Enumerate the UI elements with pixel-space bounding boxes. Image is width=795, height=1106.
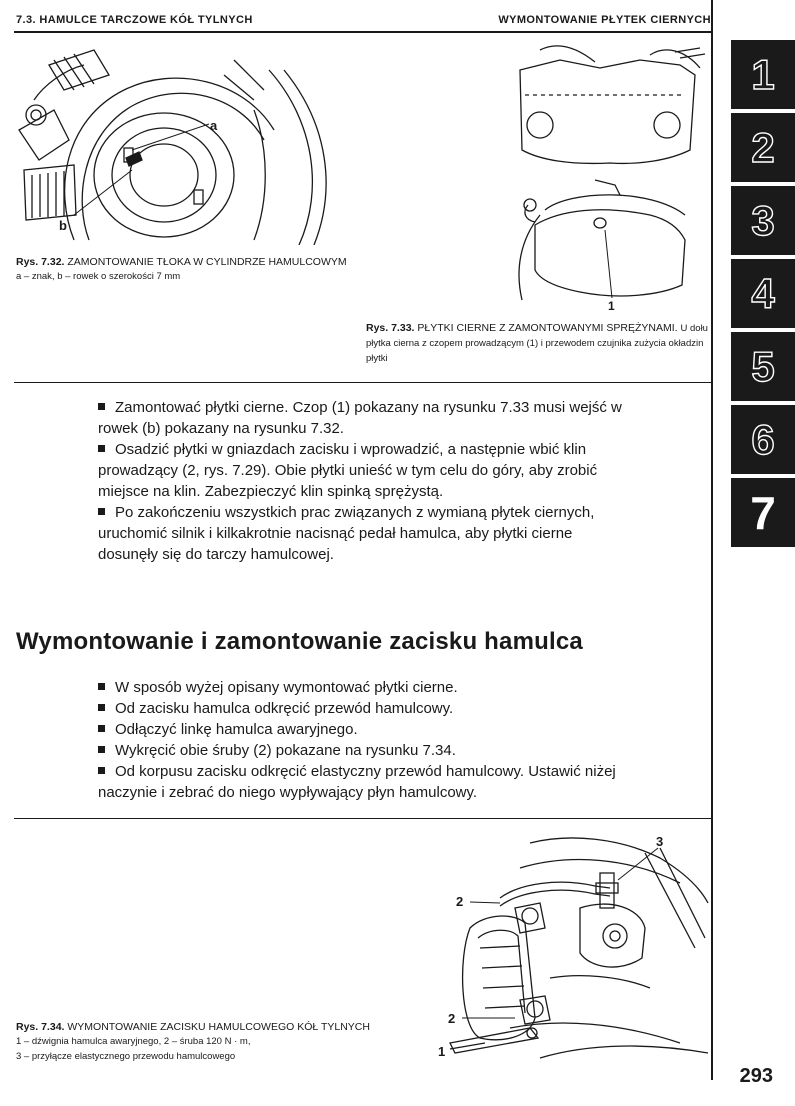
- running-header-left: 7.3. HAMULCE TARCZOWE KÓŁ TYLNYCH: [16, 14, 253, 26]
- fig-7-32-label-a: a: [210, 118, 218, 133]
- bullet-icon: [98, 683, 105, 690]
- paragraph: Od zacisku hamulca odkręcić przewód hamulcowy.: [98, 698, 628, 719]
- chapter-tab-4[interactable]: 4: [731, 259, 795, 328]
- fig-7-34-legend-line-1: 1 – dźwignia hamulca awaryjnego, 2 – śruba 120 N · m,: [16, 1036, 251, 1048]
- section-heading: Wymontowanie i zamontowanie zacisku hamulca: [16, 628, 583, 655]
- fig-7-34-label-2-bottom: 2: [448, 1011, 456, 1026]
- chapter-tab-6[interactable]: 6: [731, 405, 795, 474]
- section-1-body: [98, 397, 626, 565]
- fig-7-32-label-b: b: [59, 218, 67, 233]
- fig-7-34-number: Rys. 7.34.: [16, 1021, 65, 1033]
- fig-7-32-number: Rys. 7.32.: [16, 256, 65, 268]
- bullet-icon: [98, 704, 105, 711]
- fig-7-32-caption: [16, 255, 356, 284]
- fig-7-33-title: PŁYTKI CIERNE Z ZAMONTOWANYMI SPRĘŻYNAMI.: [417, 322, 678, 334]
- fig-7-34-caption: [16, 1020, 376, 1064]
- paragraph: Po zakończeniu wszystkich prac związanych z wymianą płytek ciernych, uruchomić silnik i kilkakrotnie nacisnąć pedał hamulca, aby płytki cierne dosunęły się do tarczy hamulcowej.: [98, 504, 595, 563]
- bullet-icon: [98, 725, 105, 732]
- fig-7-34-label-1: 1: [438, 1044, 446, 1059]
- section-rule-bottom: [14, 818, 711, 819]
- fig-7-33-desc: U dołu płytka cierna z czopem prowadzącym (1) i przewodem czujnika zużycia okładzin płytki: [366, 323, 708, 364]
- paragraph: Od korpusu zacisku odkręcić elastyczny przewód hamulcowy. Ustawić niżej naczynie i zebrać do niego wypływający płyn hamulcowy.: [98, 763, 616, 801]
- fig-7-32-legend: a – znak, b – rowek o szerokości 7 mm: [16, 271, 181, 283]
- fig-7-34-label-2-top: 2: [456, 894, 464, 909]
- bullet-icon: [98, 508, 105, 515]
- fig-7-32-title: ZAMONTOWANIE TŁOKA W CYLINDRZE HAMULCOWYM: [67, 256, 347, 268]
- chapter-tab-1[interactable]: 1: [731, 40, 795, 109]
- paragraph: Zamontować płytki cierne. Czop (1) pokazany na rysunku 7.33 musi wejść w rowek (b) pokazany na rysunku 7.32.: [98, 399, 622, 437]
- fig-7-34-legend-line-2: 3 – przyłącze elastycznego przewodu hamulcowego: [16, 1050, 236, 1062]
- paragraph: Odłączyć linkę hamulca awaryjnego.: [98, 719, 628, 740]
- paragraph: W sposób wyżej opisany wymontować płytki cierne.: [98, 677, 628, 698]
- chapter-tab-5[interactable]: 5: [731, 332, 795, 401]
- chapter-tab-3[interactable]: 3: [731, 186, 795, 255]
- fig-7-33-caption: [366, 321, 711, 365]
- header-rule: [14, 31, 711, 33]
- figure-7-34-caliper-removal-drawing: [420, 828, 710, 1073]
- chapter-tab-2[interactable]: 2: [731, 113, 795, 182]
- chapter-tab-7-active[interactable]: 7: [731, 478, 795, 547]
- paragraph: Osadzić płytki w gniazdach zacisku i wprowadzić, a następnie wbić klin prowadzący (2, rys. 7.29). Obie płytki unieść w tym celu do góry, aby zrobić miejsce na klin. Zabezpieczyć klin spinką sprężystą.: [98, 441, 598, 500]
- running-header-right: WYMONTOWANIE PŁYTEK CIERNYCH: [498, 14, 711, 26]
- fig-7-34-title: WYMONTOWANIE ZACISKU HAMULCOWEGO KÓŁ TYLNYCH: [67, 1021, 370, 1033]
- fig-7-34-label-3: 3: [656, 834, 664, 849]
- fig-7-33-label-1: 1: [608, 299, 615, 312]
- section-rule-top: [14, 382, 711, 383]
- paragraph: Wykręcić obie śruby (2) pokazane na rysunku 7.34.: [98, 740, 628, 761]
- figure-7-33-brake-pads-drawing: [500, 40, 715, 312]
- fig-7-33-number: Rys. 7.33.: [366, 322, 415, 334]
- page-number: 293: [739, 1065, 773, 1087]
- section-2-body: [98, 677, 628, 803]
- bullet-icon: [98, 767, 105, 774]
- bullet-icon: [98, 403, 105, 410]
- chapter-tabs: [731, 40, 795, 546]
- figure-7-32-caliper-piston-drawing: [14, 40, 344, 245]
- bullet-icon: [98, 445, 105, 452]
- bullet-icon: [98, 746, 105, 753]
